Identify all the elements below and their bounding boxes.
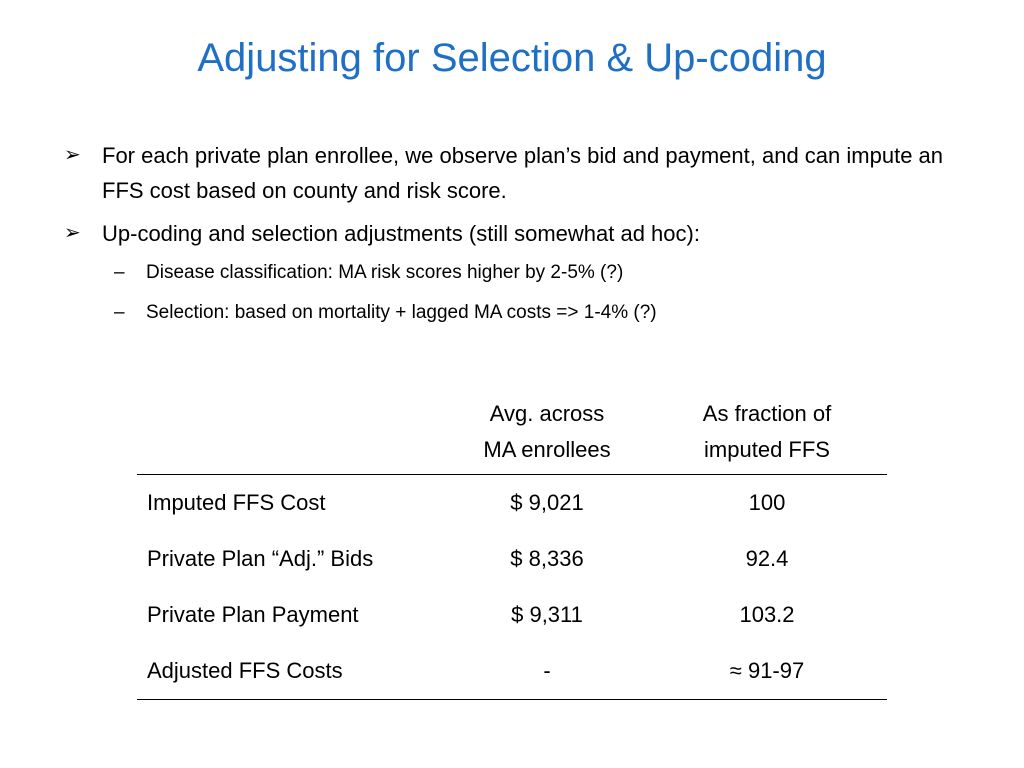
header-fraction-ffs <box>647 394 887 475</box>
cost-comparison-table <box>137 394 887 700</box>
dash-bullet-icon: – <box>114 302 125 323</box>
bullet-item <box>64 138 964 208</box>
table-header-row <box>137 394 887 475</box>
row-label: Private Plan “Adj.” Bids <box>147 546 374 571</box>
bullet-text: For each private plan enrollee, we observe plan’s bid and payment, and can impute an FFS cost based on county and risk score. <box>102 143 944 203</box>
subbullet-item <box>64 299 964 327</box>
row-fraction-value: 103.2 <box>739 602 795 627</box>
table-row <box>137 531 887 587</box>
row-label: Adjusted FFS Costs <box>137 643 447 700</box>
header-fraction-line2: imputed FFS <box>704 437 830 462</box>
header-avg-across-ma <box>447 394 647 475</box>
bullet-text: Up-coding and selection adjustments (still somewhat ad hoc): <box>102 221 700 246</box>
row-label: Imputed FFS Cost <box>147 490 326 515</box>
bullet-list <box>64 138 964 339</box>
subbullet-item <box>64 259 964 287</box>
header-avg-line2: MA enrollees <box>483 437 611 462</box>
arrow-bullet-icon: ➢ <box>64 222 81 244</box>
arrow-bullet-icon: ➢ <box>64 144 81 166</box>
subbullet-text: Selection: based on mortality + lagged MA costs => 1-4% (?) <box>146 302 657 323</box>
slide-title: Adjusting for Selection & Up-coding <box>197 36 827 80</box>
header-avg-line1: Avg. across <box>489 401 605 426</box>
header-fraction-line1: As fraction of <box>702 401 832 426</box>
row-fraction-value: 92.4 <box>745 546 789 571</box>
table-row <box>137 475 887 532</box>
dash-bullet-icon: – <box>114 262 125 283</box>
row-avg-value: $ 9,311 <box>511 602 583 627</box>
row-avg-value: $ 8,336 <box>510 546 584 571</box>
row-label: Private Plan Payment <box>147 602 359 627</box>
header-empty <box>137 394 447 475</box>
bullet-item <box>64 216 964 251</box>
table-row <box>137 643 887 700</box>
row-fraction-value: 100 <box>748 490 786 515</box>
row-fraction-value: ≈ 91-97 <box>647 643 887 700</box>
subbullet-text: Disease classification: MA risk scores higher by 2-5% (?) <box>146 262 624 283</box>
row-avg-value: - <box>447 643 647 700</box>
row-avg-value: $ 9,021 <box>510 490 584 515</box>
table-row <box>137 587 887 643</box>
